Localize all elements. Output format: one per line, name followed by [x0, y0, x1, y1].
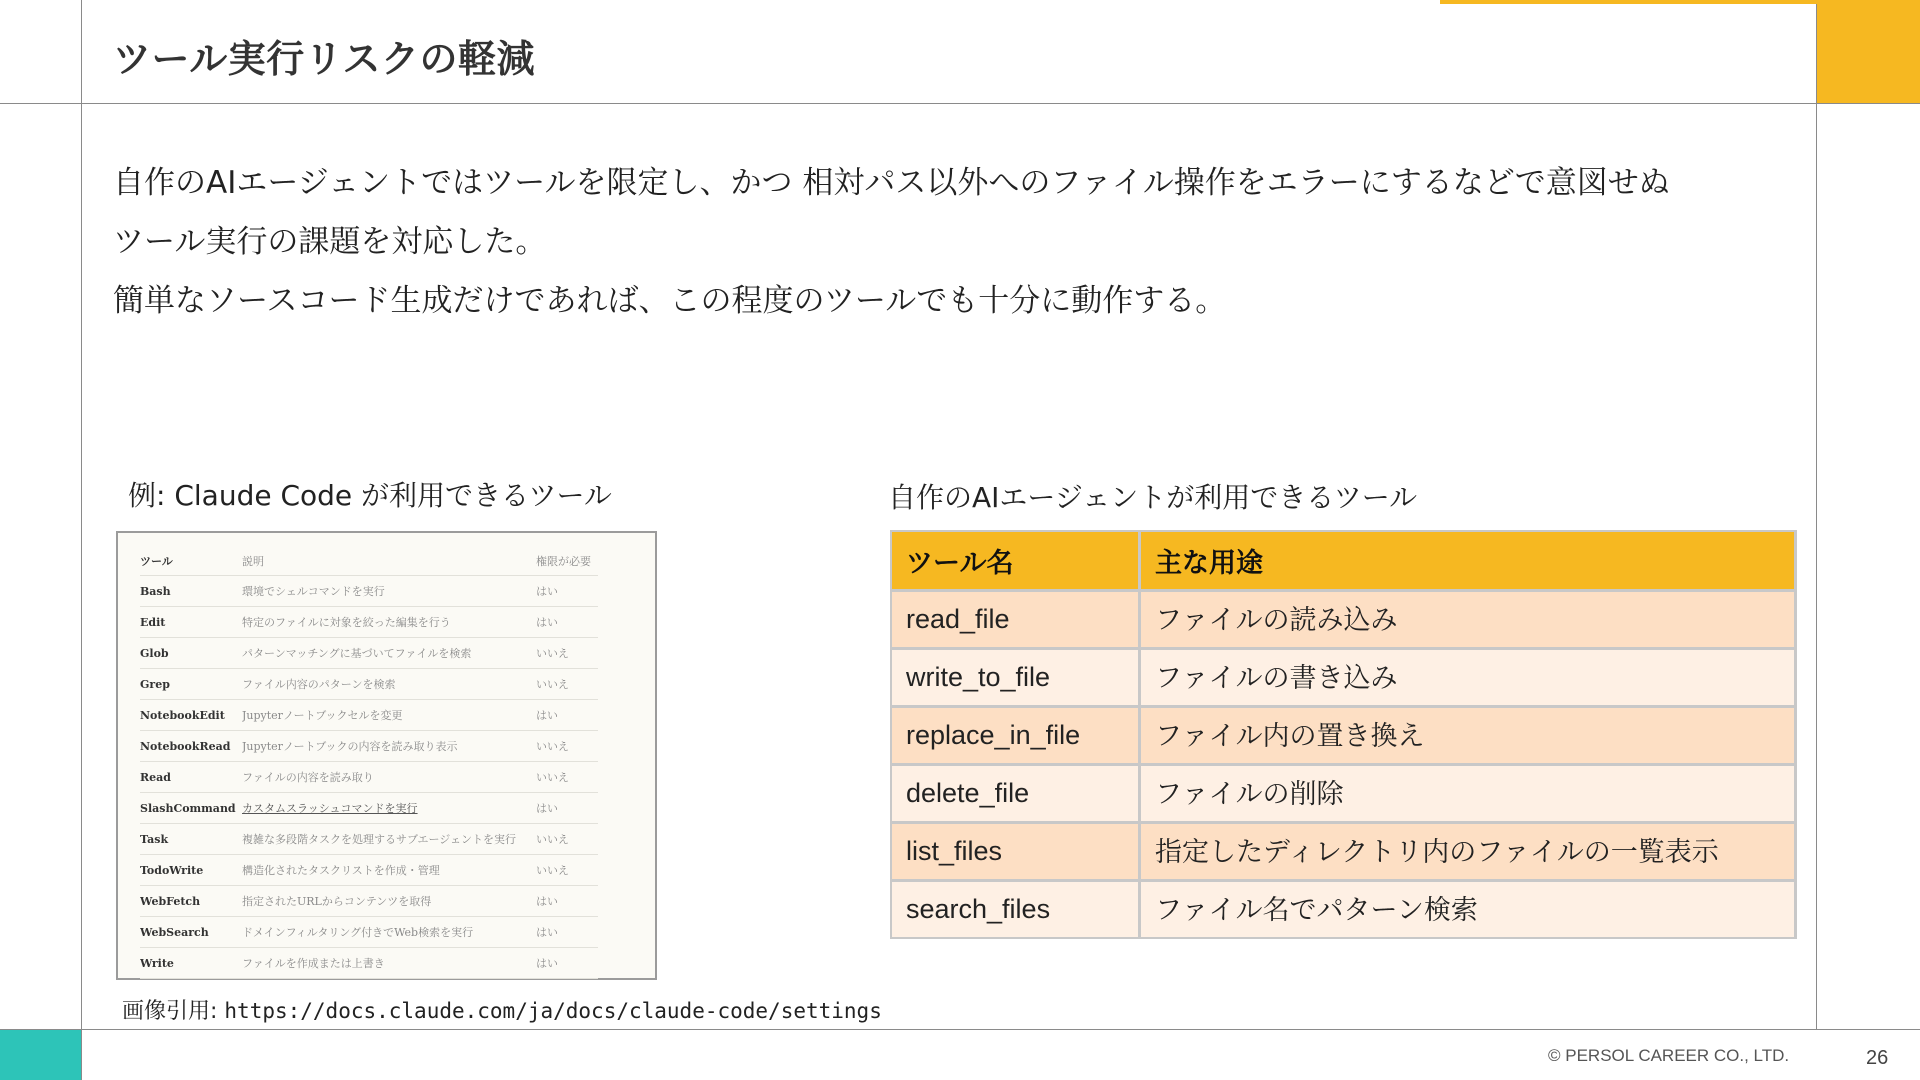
custom-tools-table [890, 530, 1797, 939]
tool-name-cell: read_file [891, 591, 1140, 649]
column-header: ツール [140, 546, 242, 576]
table-cell: いいえ [536, 731, 598, 762]
table-cell: Task [140, 824, 242, 855]
table-cell: 特定のファイルに対象を絞った編集を行う [242, 607, 536, 638]
table-cell: ファイル内容のパターンを検索 [242, 669, 536, 700]
table-cell: Write [140, 948, 242, 979]
copyright: © PERSOL CAREER CO., LTD. [1548, 1046, 1790, 1065]
frame-right-line [1816, 0, 1817, 1030]
table-cell: TodoWrite [140, 855, 242, 886]
frame-left-line [81, 0, 82, 1080]
table-row [140, 793, 598, 824]
accent-top-bar [1440, 0, 1817, 4]
table-cell: パターンマッチングに基づいてファイルを検索 [242, 638, 536, 669]
body-line: 自作のAIエージェントではツールを限定し、かつ 相対パス以外へのファイル操作をエラーにするなどで意図せぬ [113, 165, 1670, 201]
table-row [140, 638, 598, 669]
slide-title: ツール実行リスクの軽減 [113, 37, 535, 81]
table-row [140, 855, 598, 886]
table-cell: Grep [140, 669, 242, 700]
tool-purpose-cell: ファイル内の置き換え [1140, 707, 1796, 765]
column-header: 説明 [242, 546, 536, 576]
tool-purpose-cell: ファイルの読み込み [1140, 591, 1796, 649]
table-cell: NotebookEdit [140, 700, 242, 731]
table-row [891, 881, 1796, 939]
page-number: 26 [1866, 1047, 1889, 1069]
table-row [891, 765, 1796, 823]
column-header: ツール名 [891, 531, 1140, 591]
table-cell: 環境でシェルコマンドを実行 [242, 576, 536, 607]
tool-name-cell: replace_in_file [891, 707, 1140, 765]
table-cell: いいえ [536, 855, 598, 886]
table-cell: はい [536, 917, 598, 948]
table-cell: SlashCommand [140, 793, 242, 824]
header-divider [0, 103, 1920, 104]
source-url[interactable]: https://docs.claude.com/ja/docs/claude-code/settings [224, 999, 882, 1023]
table-cell: Jupyterノートブックの内容を読み取り表示 [242, 731, 536, 762]
table-cell: ファイルを作成または上書き [242, 948, 536, 979]
table-cell: いいえ [536, 638, 598, 669]
table-cell: はい [536, 607, 598, 638]
table-cell: いいえ [536, 669, 598, 700]
tool-purpose-cell: ファイルの書き込み [1140, 649, 1796, 707]
tool-name-cell: list_files [891, 823, 1140, 881]
table-row [140, 824, 598, 855]
tool-purpose-cell: ファイル名でパターン検索 [1140, 881, 1796, 939]
table-row [140, 576, 598, 607]
accent-bottom-block [0, 1030, 81, 1080]
table-row [140, 607, 598, 638]
table-row [891, 823, 1796, 881]
column-header: 権限が必要 [536, 546, 598, 576]
caption-custom-tools: 自作のAIエージェントが利用できるツール [888, 481, 1418, 514]
table-cell: いいえ [536, 762, 598, 793]
table-cell: いいえ [536, 824, 598, 855]
claude-tools-table [140, 546, 598, 979]
image-source [122, 994, 882, 1025]
tool-name-cell: delete_file [891, 765, 1140, 823]
table-cell: カスタムスラッシュコマンドを実行 [242, 793, 536, 824]
table-cell: WebFetch [140, 886, 242, 917]
table-row [891, 591, 1796, 649]
table-cell: はい [536, 948, 598, 979]
table-row [140, 762, 598, 793]
table-row [140, 886, 598, 917]
tool-purpose-cell: 指定したディレクトリ内のファイルの一覧表示 [1140, 823, 1796, 881]
table-cell: ドメインフィルタリング付きでWeb検索を実行 [242, 917, 536, 948]
table-row [891, 649, 1796, 707]
tool-purpose-cell: ファイルの削除 [1140, 765, 1796, 823]
table-cell: WebSearch [140, 917, 242, 948]
body-text [113, 154, 1803, 331]
table-row [140, 700, 598, 731]
table-cell: NotebookRead [140, 731, 242, 762]
table-cell: 複雑な多段階タスクを処理するサブエージェントを実行 [242, 824, 536, 855]
table-cell: Bash [140, 576, 242, 607]
table-cell: Read [140, 762, 242, 793]
table-cell: 構造化されたタスクリストを作成・管理 [242, 855, 536, 886]
caption-claude-tools: 例: Claude Code が利用できるツール [128, 479, 612, 512]
table-cell: はい [536, 886, 598, 917]
table-row [140, 948, 598, 979]
body-line: 簡単なソースコード生成だけであれば、この程度のツールでも十分に動作する。 [113, 283, 1227, 319]
table-cell: 指定されたURLからコンテンツを取得 [242, 886, 536, 917]
table-row [140, 669, 598, 700]
table-row [140, 917, 598, 948]
footer-divider [0, 1029, 1920, 1030]
column-header: 主な用途 [1140, 531, 1796, 591]
table-cell: はい [536, 576, 598, 607]
table-cell: ファイルの内容を読み取り [242, 762, 536, 793]
table-cell: はい [536, 793, 598, 824]
claude-tools-screenshot [116, 531, 657, 980]
body-line: ツール実行の課題を対応した。 [113, 224, 547, 260]
table-cell: はい [536, 700, 598, 731]
source-label: 画像引用: [122, 999, 225, 1024]
table-cell: Jupyterノートブックセルを変更 [242, 700, 536, 731]
table-row [140, 731, 598, 762]
tool-name-cell: search_files [891, 881, 1140, 939]
accent-top-block [1817, 0, 1920, 103]
tool-name-cell: write_to_file [891, 649, 1140, 707]
table-row [891, 707, 1796, 765]
table-cell: Edit [140, 607, 242, 638]
table-cell: Glob [140, 638, 242, 669]
